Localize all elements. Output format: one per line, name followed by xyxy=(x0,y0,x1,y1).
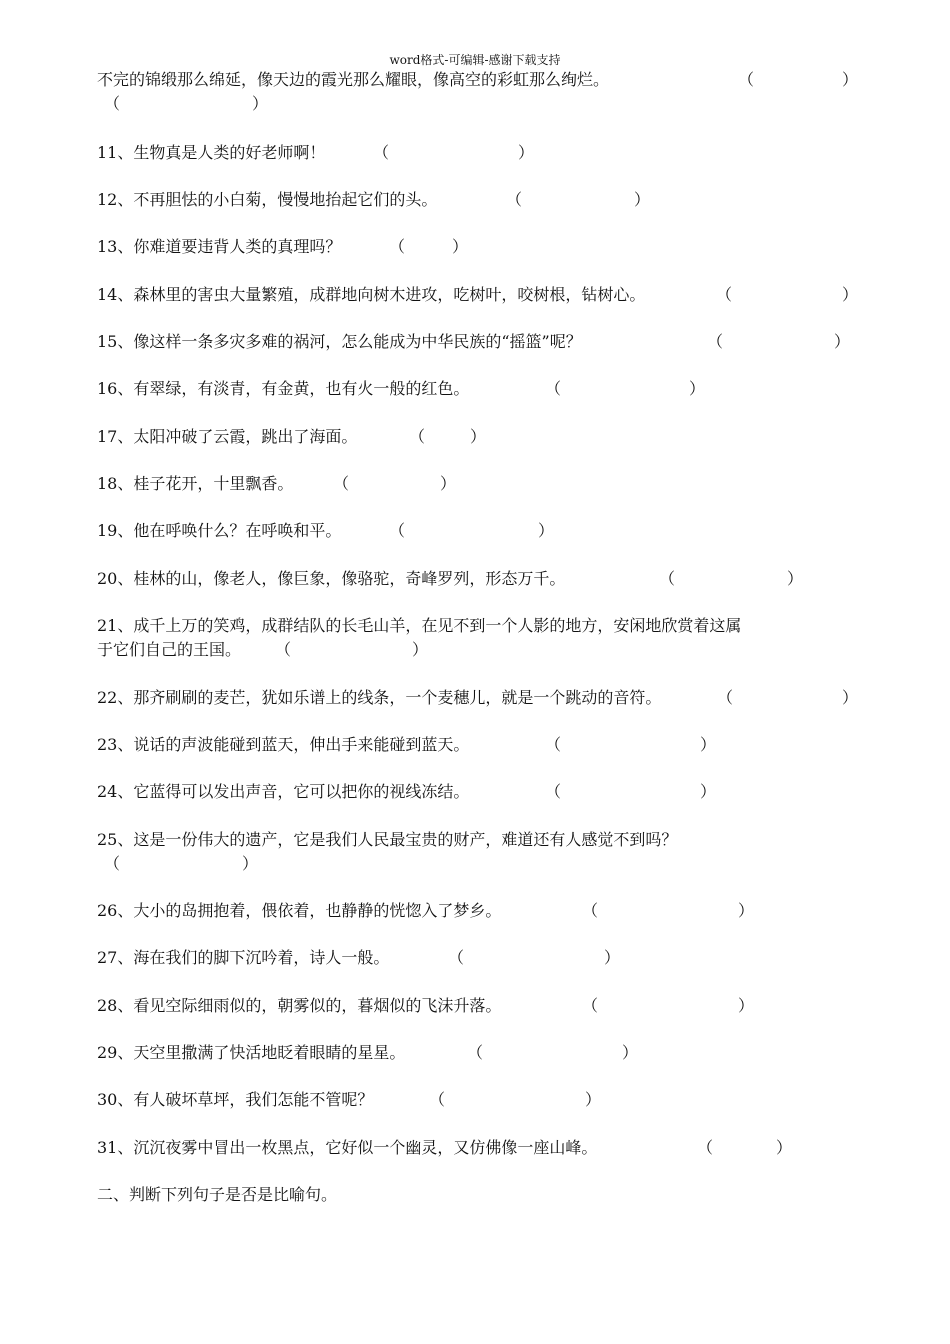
answer-paren-open: （ xyxy=(333,474,350,493)
answer-paren-open: （ xyxy=(659,569,676,588)
answer-paren-open: （ xyxy=(409,427,426,446)
answer-paren-close: ） xyxy=(538,521,555,540)
sentence-29: 29、天空里撒满了快活地眨着眼睛的星星。 xyxy=(97,1043,406,1062)
answer-paren-close: ） xyxy=(842,688,859,707)
answer-paren-close: ） xyxy=(452,237,469,256)
sentence-14: 14、森林里的害虫大量繁殖，成群地向树木进攻，吃树叶，咬树根，钻树心。 xyxy=(97,285,646,304)
answer-paren-close: ） xyxy=(700,782,717,801)
sentence-24: 24、它蓝得可以发出声音，它可以把你的视线冻结。 xyxy=(97,782,470,801)
answer-paren-open: （ xyxy=(373,143,390,162)
sentence-continuation: 不完的锦缎那么绵延，像天边的霞光那么耀眼，像高空的彩虹那么绚烂。 xyxy=(97,70,610,89)
sentence-27: 27、海在我们的脚下沉吟着，诗人一般。 xyxy=(97,948,390,967)
answer-paren-open: （ xyxy=(104,94,121,113)
answer-paren-open: （ xyxy=(697,1138,714,1157)
answer-paren-open: （ xyxy=(545,782,562,801)
sentence-21: 21、成千上万的笑鸡，成群结队的长毛山羊，在见不到一个人影的地方，安闲地欣赏着这属 xyxy=(97,616,742,635)
answer-paren-close: ） xyxy=(842,70,859,89)
answer-paren-close: ） xyxy=(700,735,717,754)
answer-paren-open: （ xyxy=(448,948,465,967)
answer-paren-open: （ xyxy=(389,237,406,256)
sentence-15: 15、像这样一条多灾多难的祸河，怎么能成为中华民族的“摇篮”呢？ xyxy=(97,332,582,351)
answer-paren-close: ） xyxy=(622,1043,639,1062)
answer-paren-open: （ xyxy=(275,640,292,659)
sentence-31: 31、沉沉夜雾中冒出一枚黑点，它好似一个幽灵，又仿佛像一座山峰。 xyxy=(97,1138,598,1157)
answer-paren-open: （ xyxy=(545,379,562,398)
sentence-28: 28、看见空际细雨似的，朝雾似的，暮烟似的飞沫升落。 xyxy=(97,996,502,1015)
answer-paren-open: （ xyxy=(429,1090,446,1109)
answer-paren-close: ） xyxy=(585,1090,602,1109)
sentence-20: 20、桂林的山，像老人，像巨象，像骆驼，奇峰罗列，形态万千。 xyxy=(97,569,566,588)
sentence-11: 11、生物真是人类的好老师啊！ xyxy=(97,143,326,162)
page-header: word格式-可编辑-感谢下载支持 xyxy=(389,53,561,67)
sentence-17: 17、太阳冲破了云霞，跳出了海面。 xyxy=(97,427,358,446)
answer-paren-close: ） xyxy=(738,996,755,1015)
answer-paren-close: ） xyxy=(252,94,269,113)
sentence-21-continuation: 于它们自己的王国。 xyxy=(97,640,242,659)
sentence-23: 23、说话的声波能碰到蓝天，伸出手来能碰到蓝天。 xyxy=(97,735,470,754)
answer-paren-open: （ xyxy=(104,854,121,873)
answer-paren-close: ） xyxy=(470,427,487,446)
answer-paren-close: ） xyxy=(689,379,706,398)
answer-paren-open: （ xyxy=(582,901,599,920)
sentence-22: 22、那齐刷刷的麦芒，犹如乐谱上的线条，一个麦穗儿，就是一个跳动的音符。 xyxy=(97,688,662,707)
answer-paren-open: （ xyxy=(738,70,755,89)
answer-paren-close: ） xyxy=(738,901,755,920)
answer-paren-close: ） xyxy=(518,143,535,162)
answer-paren-open: （ xyxy=(545,735,562,754)
answer-paren-open: （ xyxy=(467,1043,484,1062)
section-heading: 二、判断下列句子是否是比喻句。 xyxy=(97,1185,338,1204)
answer-paren-open: （ xyxy=(506,190,523,209)
answer-paren-close: ） xyxy=(776,1138,793,1157)
sentence-26: 26、大小的岛拥抱着，偎依着，也静静的恍惚入了梦乡。 xyxy=(97,901,502,920)
answer-paren-close: ） xyxy=(634,190,651,209)
answer-paren-open: （ xyxy=(582,996,599,1015)
answer-paren-close: ） xyxy=(242,854,259,873)
sentence-18: 18、桂子花开，十里飘香。 xyxy=(97,474,294,493)
answer-paren-open: （ xyxy=(389,521,406,540)
answer-paren-open: （ xyxy=(707,332,724,351)
sentence-16: 16、有翠绿，有淡青，有金黄，也有火一般的红色。 xyxy=(97,379,470,398)
answer-paren-close: ） xyxy=(440,474,457,493)
answer-paren-open: （ xyxy=(717,688,734,707)
sentence-25: 25、这是一份伟大的遗产，它是我们人民最宝贵的财产，难道还有人感觉不到吗？ xyxy=(97,830,678,849)
answer-paren-close: ） xyxy=(834,332,851,351)
answer-paren-close: ） xyxy=(842,285,859,304)
answer-paren-close: ） xyxy=(604,948,621,967)
answer-paren-close: ） xyxy=(787,569,804,588)
sentence-12: 12、不再胆怯的小白菊，慢慢地抬起它们的头。 xyxy=(97,190,438,209)
sentence-30: 30、有人破坏草坪，我们怎能不管呢？ xyxy=(97,1090,374,1109)
sentence-19: 19、他在呼唤什么？在呼唤和平。 xyxy=(97,521,342,540)
answer-paren-open: （ xyxy=(716,285,733,304)
sentence-13: 13、你难道要违背人类的真理吗？ xyxy=(97,237,342,256)
answer-paren-close: ） xyxy=(412,640,429,659)
